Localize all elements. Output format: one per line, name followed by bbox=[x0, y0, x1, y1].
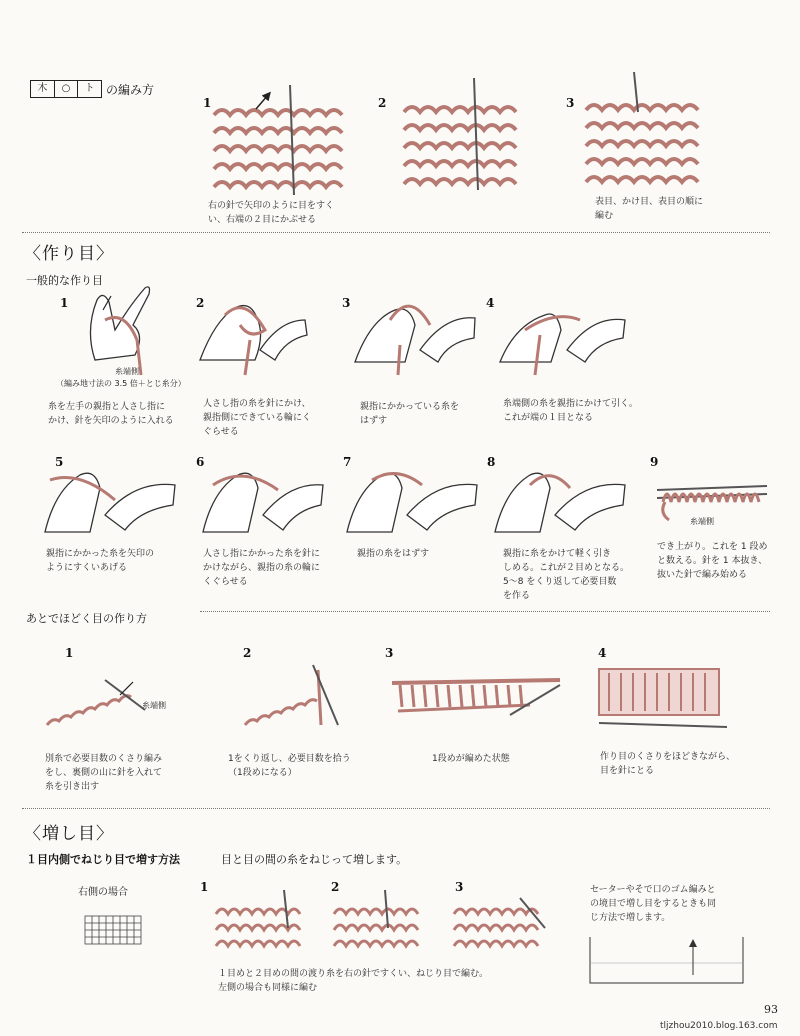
step-caption: 親指にかかっている糸を はずす bbox=[360, 402, 460, 426]
knit-swatch-illustration bbox=[210, 85, 350, 195]
step-number: 3 bbox=[566, 96, 575, 110]
step-number: 1 bbox=[200, 880, 209, 894]
hand-illustration bbox=[195, 290, 315, 375]
step-caption: でき上がり。これを 1 段め と数える。針を 1 本抜き、 抜いた針で編み始める bbox=[657, 542, 768, 580]
step-caption: 表目、かけ目、表目の順に 編む bbox=[595, 197, 704, 221]
hand-illustration bbox=[198, 460, 328, 540]
note: セーターやそで口のゴム編みと の境目で増し目をするときも同 じ方法で増します。 bbox=[590, 885, 717, 923]
section-title: の編み方 bbox=[106, 83, 155, 97]
right-side-label: 右側の場合 bbox=[78, 887, 128, 898]
description: 目と目の間の糸をねじって増します。 bbox=[221, 853, 408, 866]
symbol-glyph: 木 bbox=[31, 81, 55, 97]
knit-swatch-illustration bbox=[400, 78, 530, 193]
section-heading: 〈作り目〉 bbox=[24, 244, 114, 264]
step-number: 4 bbox=[486, 296, 495, 310]
step-caption: 親指の糸をはずす bbox=[357, 549, 430, 559]
knit-swatch-illustration bbox=[450, 888, 560, 960]
hand-illustration bbox=[495, 290, 630, 375]
step-number: 2 bbox=[378, 96, 387, 110]
hand-illustration bbox=[490, 460, 630, 540]
step-number: 6 bbox=[196, 455, 205, 469]
yarn-label: 糸端側 bbox=[142, 701, 166, 710]
step-number: 4 bbox=[598, 646, 607, 660]
step-caption: 1をくり返し、必要目数を拾う （1段めになる） bbox=[228, 754, 351, 778]
stitch-symbol bbox=[30, 80, 102, 98]
step-number: 7 bbox=[343, 455, 352, 469]
subheading: 一般的な作り目 bbox=[26, 274, 103, 287]
step-caption: 糸を左手の親指と人さし指に かけ、針を矢印のように入れる bbox=[48, 402, 174, 426]
ribbing-diagram bbox=[588, 935, 748, 985]
divider bbox=[22, 808, 770, 809]
step-caption: 人さし指にかかった糸を針に かけながら、親指の糸の輪に くぐらせる bbox=[203, 549, 321, 587]
step-number: 5 bbox=[55, 455, 64, 469]
hand-illustration bbox=[342, 460, 482, 540]
step-caption: 右の針で矢印のように目をすく い、右端の２目にかぶせる bbox=[208, 201, 335, 225]
step-number: 1 bbox=[203, 96, 212, 110]
divider bbox=[200, 611, 770, 612]
page-number: 93 bbox=[764, 1003, 778, 1016]
chain-illustration bbox=[45, 670, 155, 730]
step-caption: 親指に糸をかけて軽く引き しめる。これが２目めとなる。 5〜8 をくり返して必要目数 を作る bbox=[503, 549, 630, 601]
hand-illustration bbox=[40, 460, 180, 540]
subheading: あとでほどく目の作り方 bbox=[26, 612, 147, 625]
step-caption: 親指にかかった糸を矢印の ようにすくいあげる bbox=[46, 549, 155, 573]
yarn-label: 糸端側 bbox=[690, 517, 714, 526]
step-number: 3 bbox=[342, 296, 351, 310]
step-number: 3 bbox=[385, 646, 394, 660]
section-heading: 〈増し目〉 bbox=[24, 824, 114, 844]
step-number: 9 bbox=[650, 455, 659, 469]
symbol-glyph: ト bbox=[84, 83, 95, 94]
step-caption: 別糸で必要目数のくさり編み をし、裏側の山に針を入れて 糸を引き出す bbox=[45, 754, 163, 792]
step-number: 1 bbox=[60, 296, 69, 310]
hand-illustration bbox=[75, 280, 170, 375]
chart-grid bbox=[85, 910, 145, 946]
knit-swatch-illustration bbox=[582, 72, 717, 192]
step-number: 2 bbox=[243, 646, 252, 660]
step-number: 1 bbox=[65, 646, 74, 660]
step-number: 8 bbox=[487, 455, 496, 469]
step-caption: 作り目のくさりをほどきながら、 目を針にとる bbox=[600, 752, 736, 776]
yarn-label: 糸端側 bbox=[115, 367, 139, 376]
symbol-glyph: ○ bbox=[55, 81, 79, 97]
divider bbox=[22, 232, 770, 233]
knit-swatch-illustration bbox=[212, 888, 322, 960]
knit-swatch-illustration bbox=[597, 665, 732, 735]
subheading: １目内側でねじり目で増す方法 bbox=[26, 853, 180, 866]
chain-illustration bbox=[390, 675, 565, 720]
step-number: 2 bbox=[196, 296, 205, 310]
step-caption: 糸端側の糸を親指にかけて引く。 これが端の１目となる bbox=[503, 399, 638, 423]
yarn-note: （編み地寸法の 3.5 倍＋とじ糸分） bbox=[56, 379, 186, 388]
step-caption: 1段めが編めた状態 bbox=[432, 754, 510, 764]
step-number: 3 bbox=[455, 880, 464, 894]
knit-swatch-illustration bbox=[330, 888, 440, 960]
step-caption: １目めと２目めの間の渡り糸を右の針ですくい、ねじり目で編む。 左側の場合も同様に編む bbox=[218, 969, 489, 993]
source-watermark: tljzhou2010.blog.163.com bbox=[660, 1021, 778, 1031]
step-number: 2 bbox=[331, 880, 340, 894]
hand-illustration bbox=[350, 290, 480, 375]
chain-illustration bbox=[243, 665, 343, 730]
step-caption: 人さし指の糸を針にかけ、 親指側にできている輪にく ぐらせる bbox=[203, 399, 312, 437]
